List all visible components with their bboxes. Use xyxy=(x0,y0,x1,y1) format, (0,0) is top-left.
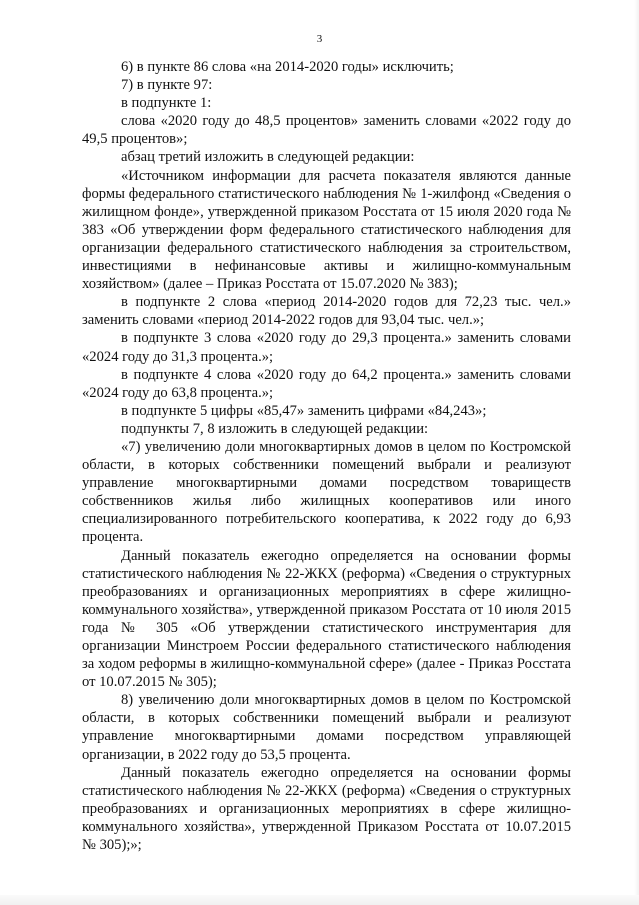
paragraph-info-source: «Источником информации для расчета показателя являются данные формы федерального статистического наблюдения № 1-жилфонд «Сведения о жилищном фонде», утвержденной приказом Росстата от 15 июля 2020 года № 383 «Об утверждении форм федерального статистического наблюдения для организации федерального статистического наблюдения за строительством, инвестициями в нефинансовые активы и жилищно-коммунальным хозяйством» (далее – Приказ Росстата от 15.07.2020 № 383); xyxy=(82,167,571,293)
paragraph-subitem-5: в подпункте 5 цифры «85,47» заменить цифрами «84,243»; xyxy=(121,402,487,419)
paragraph-subitem-2: в подпункте 2 слова «период 2014-2020 годов для 72,23 тыс. чел.» заменить словами «период 2014-2022 годов для 93,04 тыс. чел.»; xyxy=(82,294,571,329)
paragraph-indicator-8: 8) увеличению доли многоквартирных домов в целом по Костромской области, в которых собственники помещений выбрали и реализуют управление многоквартирными домами посредством управляющей организации, в 2022 году до 53,5 процента. xyxy=(82,692,571,763)
scan-edge-bottom xyxy=(0,895,639,905)
scan-edge-right xyxy=(634,0,639,905)
paragraph-third-abzac: абзац третий изложить в следующей редакции: xyxy=(121,149,415,166)
paragraph-subitem-3: в подпункте 3 слова «2020 году до 29,3 процента.» заменить словами «2024 году до 31,3 процента.»; xyxy=(82,330,571,365)
page-number: 3 xyxy=(316,33,323,45)
paragraph-replace-words: слова «2020 году до 48,5 процентов» заменить словами «2022 году до 49,5 процентов»; xyxy=(82,113,571,148)
document-body xyxy=(82,58,571,854)
paragraph-indicator-8-source: Данный показатель ежегодно определяется на основании формы статистического наблюдения № 22-ЖКХ (реформа) «Сведения о структурных преобразованиях и организационных мероприятиях в сфере жилищно-коммунального хозяйства», утвержденной Приказом Росстата от 10.07.2015 № 305);»; xyxy=(82,764,571,854)
paragraph-indicator-7-source: Данный показатель ежегодно определяется на основании формы статистического наблюдения № 22-ЖКХ (реформа) «Сведения о структурных преобразованиях и организационных мероприятиях в сфере жилищно-коммунального хозяйства», утвержденной приказом Росстата от 10 июля 2015 года № 305 «Об утверждении статистического инструментария для организации Минстроем России федерального статистического наблюдения за ходом реформы в жилищно-коммунальной сфере» (далее - Приказ Росстата от 10.07.2015 № 305); xyxy=(82,547,571,691)
paragraph-subitem-4: в подпункте 4 слова «2020 году до 64,2 процента.» заменить словами «2024 году до 63,8 процента.»; xyxy=(82,366,571,401)
paragraph-subitem-1: в подпункте 1: xyxy=(121,95,212,112)
paragraph-subitems-7-8: подпункты 7, 8 изложить в следующей редакции: xyxy=(121,420,429,437)
paragraph-item-6: 6) в пункте 86 слова «на 2014-2020 годы» исключить; xyxy=(121,59,454,75)
paragraph-indicator-7: «7) увеличению доли многоквартирных домов в целом по Костромской области, в которых собственники помещений выбрали и реализуют управление многоквартирными домами посредством товариществ собственников жилья либо жилищных кооперативов или иного специализированного потребительского кооператива, к 2022 году до 6,93 процента. xyxy=(82,438,571,546)
paragraph-item-7: 7) в пункте 97: xyxy=(121,77,213,94)
